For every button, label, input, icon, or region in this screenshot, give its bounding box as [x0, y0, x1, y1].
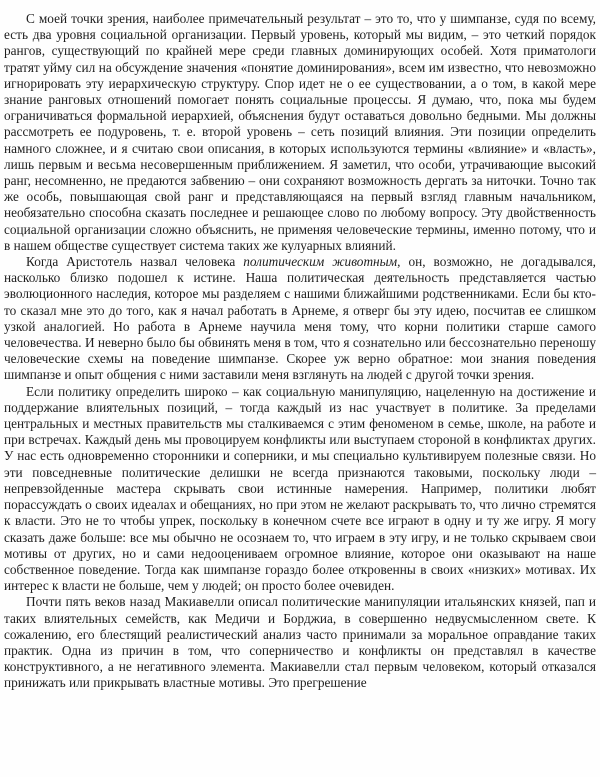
paragraph-1 — [4, 11, 596, 254]
text-run: Если политику определить широко – как социальную манипуляцию, нацеленную на достижение и поддержание влиятельных позиций, – тогда каждый из нас участвует в политике. За пределами центральных и местных правительств мы сталкиваемся с этим феноменом в семье, школе, на работе и при встречах. Каждый день мы провоцируем конфликты или выступаем стороной в конфликтах других. У нас есть одновременно сторонники и соперники, и мы специально культивируем полезные связи. Но эти повседневные политические делишки не всегда признаются таковыми, поскольку люди – непревзойденные мастера скрывать свои истинные намерения. Например, политики любят порассуждать о своих идеалах и обещаниях, но при этом не желают раскрывать то, что лично стремятся к власти. Это не то чтобы упрек, поскольку в конечном счете все играют в одну и ту же игру. Я могу сказать даже больше: все мы обычно не осознаем то, что играем в эту игру, и не только скрываем свои мотивы от других, но и сами недооцениваем огромное влияние, которое они оказывают на наше собственное поведение. Тогда как шимпанзе гораздо более откровенны в своих «низких» мотивах. Их интерес к власти не больше, чем у людей; он просто более очевиден. — [4, 383, 596, 594]
paragraph-2 — [4, 254, 596, 384]
italic-text-run: политическим животным — [243, 254, 398, 270]
text-run: , он, возможно, не догадывался, насколько близко подошел к истине. Наша политическая деятельность представляется частью эволюционного наследия, которое мы разделяем с нашими ближайшими родственниками. Если бы кто-то сказал мне это до того, как я начал работать в Арнеме, я отверг бы эту идею, посчитав ее слишком узкой аналогией. Но работа в Арнеме научила меня тому, что корни политики старше самого человечества. И неверно было бы обвинять меня в том, что я сознательно или бессознательно переношу человеческие схемы на поведение шимпанзе. Скорее уж верно обратное: мои знания поведения шимпанзе и опыт общения с ними заставили меня взглянуть на людей с другой точки зрения. — [4, 254, 597, 383]
paragraph-3 — [4, 384, 596, 595]
text-run: Почти пять веков назад Макиавелли описал политические манипуляции итальянских князей, пап и таких влиятельных семейств, как Медичи и Борджиа, в совершенно недвусмысленном свете. К сожалению, его блестящий реалистический анализ часто принимали за моральное оправдание таких практик. Одна из причин в том, что соперничество и конфликты он представлял в качестве конструктивного, а не негативного элемента. Макиавелли стал первым человеком, который отказался принижать или прикрывать властные мотивы. Это прегрешение — [4, 594, 596, 691]
text-run: Когда Аристотель назвал человека — [26, 254, 244, 270]
text-run: С моей точки зрения, наиболее примечательный результат – это то, что у шимпанзе, судя по всему, есть два уровня социальной организации. Первый уровень, который мы видим, – это четкий порядок рангов, существующий по крайней мере среди главных доминирующих особей. Хотя приматологи тратят уйму сил на обсуждение значения «понятие доминирования», всем им известно, что невозможно игнорировать эту иерархическую структуру. Спор идет не о ее существовании, а о том, в какой мере знание ранговых отношений помогает понять социальные процессы. Я думаю, что, пока мы будем ограничиваться формальной иерархией, объяснения будут оставаться довольно бедными. Мы должны рассмотреть ее подуровень, т. е. второй уровень – сеть позиций влияния. Эти позиции определить намного сложнее, и я считаю свои описания, в которых используются термины «влияние» и «власть», лишь первым и весьма несовершенным приближением. Я заметил, что особи, утрачивающие высокий ранг, несомненно, не предаются забвению – они сохраняют возможность дергать за ниточки. Точно так же особь, повышающая свой ранг и представляющаяся на первый взгляд главным начальником, необязательно способна сказать последнее и решающее слово по любому вопросу. Эту двойственность социальной организации сложно объяснить, не применяя человеческие термины, именно потому, что и в нашем обществе существует система таких же кулуарных влияний. — [4, 11, 596, 253]
paragraph-4 — [4, 594, 596, 691]
page-text — [4, 11, 596, 692]
